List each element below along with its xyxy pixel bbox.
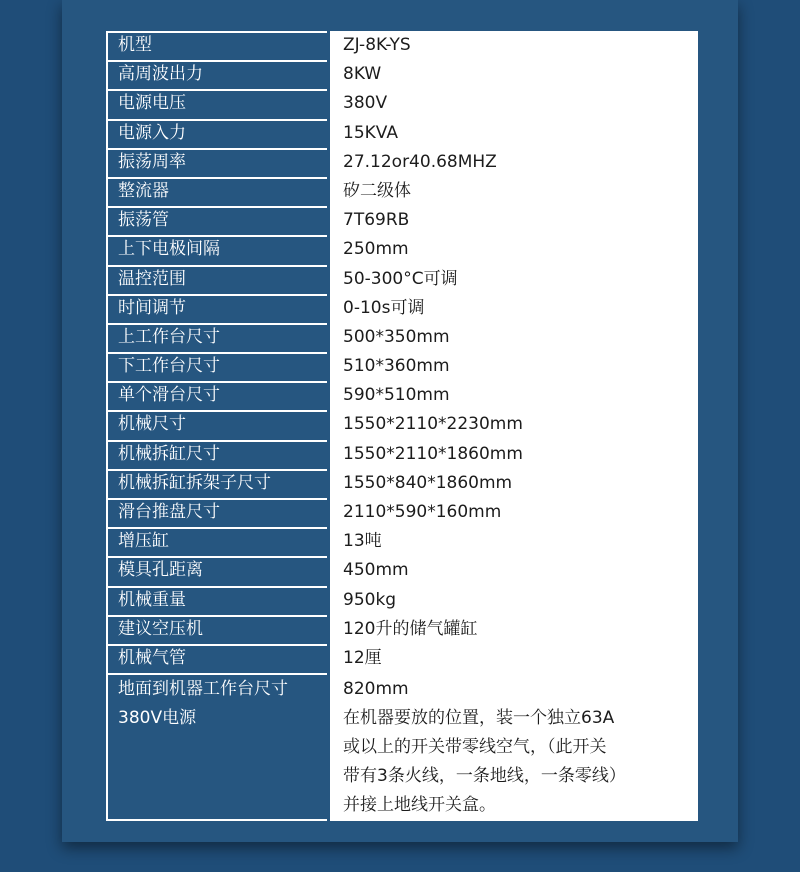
spec-value-line: 在机器要放的位置，装一个独立63A (343, 708, 615, 729)
spec-value: 13吨 (330, 527, 698, 556)
spec-label: 振荡周率 (106, 148, 327, 177)
spec-label: 建议空压机 (106, 615, 327, 644)
spec-value: 380V (330, 89, 698, 118)
spec-value: 50-300°C可调 (330, 265, 698, 294)
table-row (106, 148, 698, 177)
spec-label: 高周波出力 (106, 60, 327, 89)
spec-label: 电源电压 (106, 89, 327, 118)
spec-value: 15KVA (330, 119, 698, 148)
spec-value: 7T69RB (330, 206, 698, 235)
table-row (106, 498, 698, 527)
table-row (106, 177, 698, 206)
table-row (106, 469, 698, 498)
spec-label: 增压缸 (106, 527, 327, 556)
spec-label-line: 380V电源 (118, 708, 197, 729)
table-row (106, 119, 698, 148)
table-row (106, 31, 698, 60)
spec-label: 模具孔距离 (106, 556, 327, 585)
spec-label: 滑台推盘尺寸 (106, 498, 327, 527)
spec-label: 时间调节 (106, 294, 327, 323)
table-row (106, 410, 698, 439)
spec-label: 温控范围 (106, 265, 327, 294)
spec-value: 1550*840*1860mm (330, 469, 698, 498)
table-row (106, 206, 698, 235)
spec-value-line: 带有3条火线，一条地线，一条零线） (343, 766, 626, 787)
table-row (106, 60, 698, 89)
table-row (106, 235, 698, 264)
spec-label: 下工作台尺寸 (106, 352, 327, 381)
table-row (106, 294, 698, 323)
spec-value-line: 820mm (343, 679, 409, 700)
spec-label: 电源入力 (106, 119, 327, 148)
spec-value: 矽二级体 (330, 177, 698, 206)
spec-value: 8KW (330, 60, 698, 89)
spec-value: 2110*590*160mm (330, 498, 698, 527)
table-row (106, 644, 698, 673)
spec-value: 120升的储气罐缸 (330, 615, 698, 644)
spec-value: 1550*2110*2230mm (330, 410, 698, 439)
spec-value: ZJ-8K-YS (330, 31, 698, 60)
spec-value-line: 并接上地线开关盒。 (343, 795, 496, 816)
spec-value-line: 或以上的开关带零线空气，（此开关 (343, 737, 607, 758)
spec-value: 590*510mm (330, 381, 698, 410)
table-row (106, 323, 698, 352)
spec-label: 上工作台尺寸 (106, 323, 327, 352)
table-row (106, 615, 698, 644)
spec-value: 510*360mm (330, 352, 698, 381)
table-row (106, 440, 698, 469)
spec-label-line: 地面到机器工作台尺寸 (118, 679, 288, 700)
spec-value: 27.12or40.68MHZ (330, 148, 698, 177)
spec-table (106, 31, 698, 821)
table-row (106, 527, 698, 556)
spec-value: 450mm (330, 556, 698, 585)
spec-value: 250mm (330, 235, 698, 264)
spec-label: 机械尺寸 (106, 410, 327, 439)
spec-value: 0-10s可调 (330, 294, 698, 323)
table-row (106, 586, 698, 615)
spec-label: 单个滑台尺寸 (106, 381, 327, 410)
spec-label: 整流器 (106, 177, 327, 206)
spec-value: 1550*2110*1860mm (330, 440, 698, 469)
spec-label: 机械重量 (106, 586, 327, 615)
spec-label: 机型 (106, 31, 327, 60)
table-row (106, 352, 698, 381)
spec-label: 上下电极间隔 (106, 235, 327, 264)
spec-label: 机械拆缸拆架子尺寸 (106, 469, 327, 498)
table-row (106, 265, 698, 294)
spec-label: 振荡管 (106, 206, 327, 235)
spec-label: 机械气管 (106, 644, 327, 673)
spec-label (106, 673, 327, 821)
spec-value (330, 673, 698, 821)
spec-label: 机械拆缸尺寸 (106, 440, 327, 469)
spec-value: 12厘 (330, 644, 698, 673)
table-row (106, 556, 698, 585)
table-row (106, 381, 698, 410)
spec-value: 500*350mm (330, 323, 698, 352)
table-row (106, 673, 698, 821)
table-row (106, 89, 698, 118)
spec-value: 950kg (330, 586, 698, 615)
